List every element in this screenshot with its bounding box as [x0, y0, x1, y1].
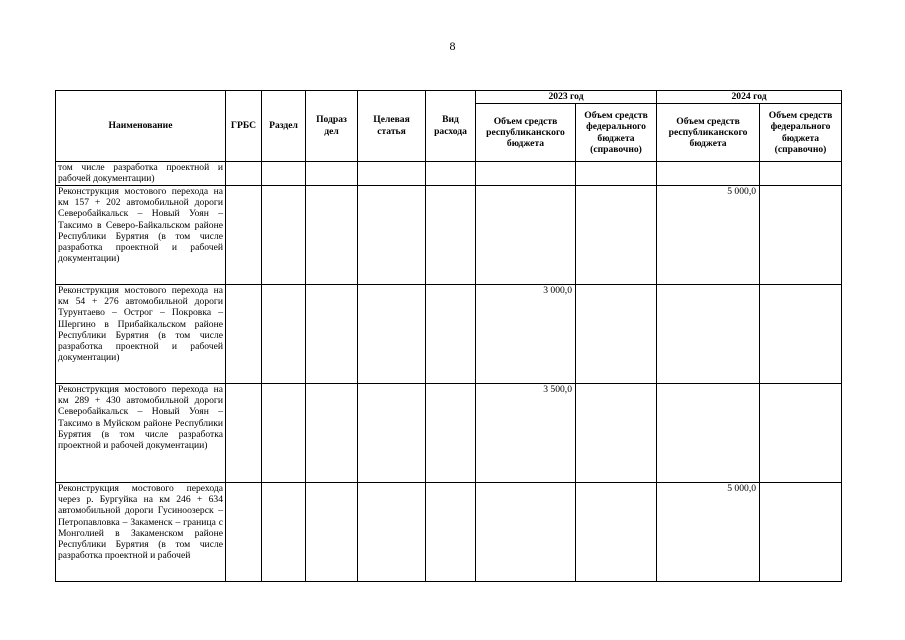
cell-razdel [262, 162, 306, 186]
table-row [56, 162, 842, 186]
cell-fed-2024 [760, 186, 842, 285]
cell-fed-2024 [760, 384, 842, 483]
header-target: Целевая статья [358, 91, 426, 162]
table-row [56, 186, 842, 285]
cell-rep-2024: 5 000,0 [657, 186, 760, 285]
cell-rep-2024 [657, 384, 760, 483]
header-rep-budget-2024: Объем средств республиканского бюджета [657, 104, 760, 162]
cell-fed-2023 [576, 186, 657, 285]
row-name: Реконструкция мостового перехода на км 157 + 202 автомобильной дороги Северобайкальск – Новый Уоян – Таксимо в Северо-Байкальском районе Республики Бурятия (в том числе разработка проектной и рабочей документации) [56, 186, 226, 285]
cell-podrazdel [306, 285, 358, 384]
budget-table [55, 90, 842, 582]
cell-podrazdel [306, 483, 358, 582]
cell-rep-2023 [476, 162, 576, 186]
cell-expense-type [426, 483, 476, 582]
header-expense-type: Вид расхода [426, 91, 476, 162]
cell-expense-type [426, 384, 476, 483]
cell-expense-type [426, 162, 476, 186]
cell-rep-2023 [476, 483, 576, 582]
header-year-2024: 2024 год [657, 91, 842, 104]
cell-rep-2024 [657, 162, 760, 186]
header-grbs: ГРБС [226, 91, 262, 162]
header-year-2023: 2023 год [476, 91, 657, 104]
cell-target [358, 483, 426, 582]
cell-podrazdel [306, 384, 358, 483]
cell-grbs [226, 186, 262, 285]
cell-fed-2024 [760, 483, 842, 582]
cell-podrazdel [306, 162, 358, 186]
header-fed-budget-2024: Объем средств федерального бюджета (справочно) [760, 104, 842, 162]
cell-rep-2024: 5 000,0 [657, 483, 760, 582]
cell-fed-2023 [576, 483, 657, 582]
cell-rep-2024 [657, 285, 760, 384]
cell-grbs [226, 384, 262, 483]
cell-fed-2024 [760, 285, 842, 384]
cell-expense-type [426, 285, 476, 384]
table-body [56, 162, 842, 582]
header-rep-budget-2023: Объем средств республиканского бюджета [476, 104, 576, 162]
cell-fed-2023 [576, 162, 657, 186]
cell-grbs [226, 162, 262, 186]
header-name: Наименование [56, 91, 226, 162]
row-name: Реконструкция мостового перехода через р. Бургуйка на км 246 + 634 автомобильной дороги Гусиноозерск – Петропавловка – Закаменск – граница с Монголией в Закаменском районе Республики Бурятия (в том числе разработка проектной и рабочей [56, 483, 226, 582]
cell-target [358, 162, 426, 186]
page-number: 8 [449, 39, 456, 53]
cell-target [358, 285, 426, 384]
header-razdel: Раздел [262, 91, 306, 162]
table-row [56, 384, 842, 483]
table-row [56, 483, 842, 582]
cell-rep-2023: 3 000,0 [476, 285, 576, 384]
cell-razdel [262, 483, 306, 582]
cell-target [358, 384, 426, 483]
row-name: Реконструкция мостового перехода на км 54 + 276 автомобильной дороги Турунтаево – Острог – Покровка – Шергино в Прибайкальском районе Республики Бурятия (в том числе разработка проектной и рабочей документации) [56, 285, 226, 384]
table-row [56, 285, 842, 384]
cell-fed-2024 [760, 162, 842, 186]
cell-grbs [226, 285, 262, 384]
cell-razdel [262, 186, 306, 285]
cell-target [358, 186, 426, 285]
header-fed-budget-2023: Объем средств федерального бюджета (справочно) [576, 104, 657, 162]
cell-grbs [226, 483, 262, 582]
header-podrazdel: Подраз дел [306, 91, 358, 162]
cell-razdel [262, 285, 306, 384]
table-header [56, 91, 842, 162]
cell-fed-2023 [576, 384, 657, 483]
cell-fed-2023 [576, 285, 657, 384]
row-name: том числе разработка проектной и рабочей документации) [56, 162, 226, 186]
cell-expense-type [426, 186, 476, 285]
cell-rep-2023: 3 500,0 [476, 384, 576, 483]
cell-rep-2023 [476, 186, 576, 285]
cell-razdel [262, 384, 306, 483]
row-name: Реконструкция мостового перехода на км 289 + 430 автомобильной дороги Северобайкальск – Новый Уоян – Таксимо в Муйском районе Республики Бурятия (в том числе разработка проектной и рабочей документации) [56, 384, 226, 483]
cell-podrazdel [306, 186, 358, 285]
